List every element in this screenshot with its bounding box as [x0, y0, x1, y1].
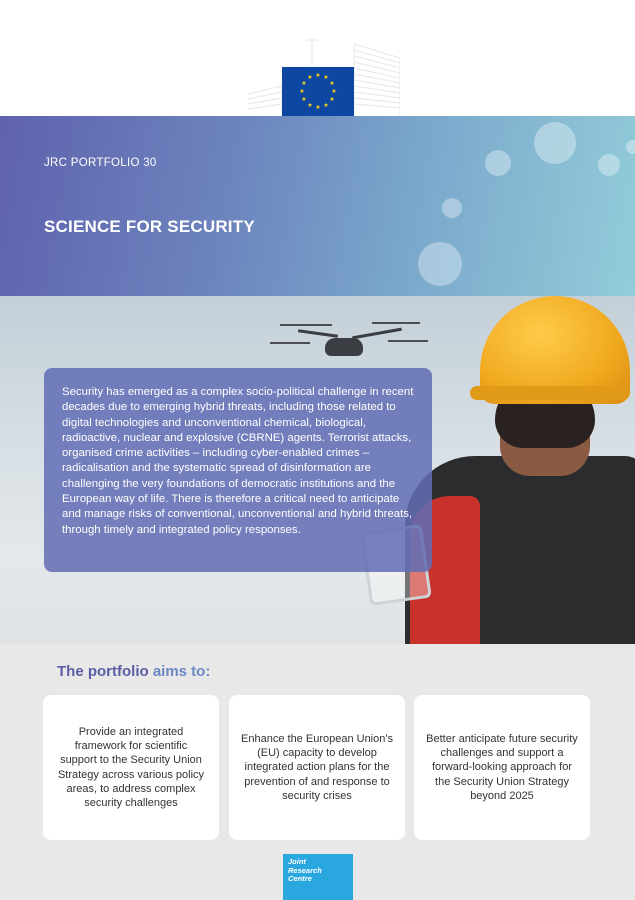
intro-textbox [44, 368, 432, 572]
svg-text:★: ★ [323, 74, 329, 81]
svg-text:★: ★ [307, 74, 313, 81]
jrc-logo-line2: Research [288, 865, 322, 875]
page-title: SCIENCE FOR SECURITY [44, 217, 255, 236]
aims-heading-part1: The portfolio [57, 663, 153, 680]
decorative-bubble [598, 154, 620, 176]
aims-heading [57, 663, 210, 680]
svg-text:★: ★ [331, 88, 337, 95]
aim-card [43, 695, 219, 840]
drone-icon [325, 338, 363, 356]
drone-propeller [372, 322, 420, 324]
svg-text:★: ★ [307, 102, 313, 109]
svg-text:★: ★ [299, 88, 305, 95]
aim-card-text: Provide an integrated framework for scientific support to the Security Union Strategy across various policy areas, to address complex security challenges [57, 725, 205, 809]
aim-card [229, 695, 405, 840]
svg-text:★: ★ [315, 72, 321, 79]
aim-card-text: Better anticipate future security challenges and support a forward-looking approach for the Security Union Strategy beyond 2025 [426, 732, 578, 802]
decorative-bubble [442, 198, 462, 218]
drone-arm [352, 328, 402, 340]
title-banner [0, 116, 635, 296]
aim-card [414, 695, 590, 840]
hard-hat-brim [470, 386, 630, 400]
aims-heading-part2: aims to: [152, 663, 211, 680]
svg-text:★: ★ [329, 80, 335, 87]
jrc-logo-line1: Joint [288, 857, 306, 866]
svg-text:★: ★ [329, 96, 335, 103]
aim-card-text: Enhance the European Union's (EU) capacity to develop integrated action plans for the prevention of and response to security crises [241, 732, 393, 802]
decorative-bubble [626, 140, 635, 154]
decorative-bubble [485, 150, 511, 176]
intro-text: Security has emerged as a complex socio-political challenge in recent decades due to emerging hybrid threats, including those related to digital technologies and unconventional chemical, biological, radioactive, nuclear and explosive (CBRNE) agents. Terrorist attacks, organised crime activities – including cyber-enabled crimes – radicalisation and the systematic spread of disinformation are challenging the very foundations of democratic institutions and the European way of life. There is therefore a critical need to anticipate and manage risks of conventional, unconventional and hybrid threats, through timely and integrated policy responses. [62, 386, 414, 536]
portfolio-label: JRC PORTFOLIO 30 [44, 157, 157, 169]
aims-section [0, 644, 635, 900]
svg-text:★: ★ [315, 104, 321, 111]
svg-text:★: ★ [301, 80, 307, 87]
svg-text:★: ★ [301, 96, 307, 103]
decorative-bubble [534, 122, 576, 164]
drone-propeller [388, 340, 428, 342]
jrc-logo [283, 854, 353, 900]
jrc-logo-line3: Centre [288, 874, 312, 883]
drone-propeller [270, 342, 310, 344]
decorative-bubble [418, 242, 462, 286]
drone-propeller [280, 324, 332, 326]
eu-flag-icon [282, 67, 354, 116]
drone-arm [298, 329, 338, 338]
svg-text:★: ★ [323, 102, 329, 109]
